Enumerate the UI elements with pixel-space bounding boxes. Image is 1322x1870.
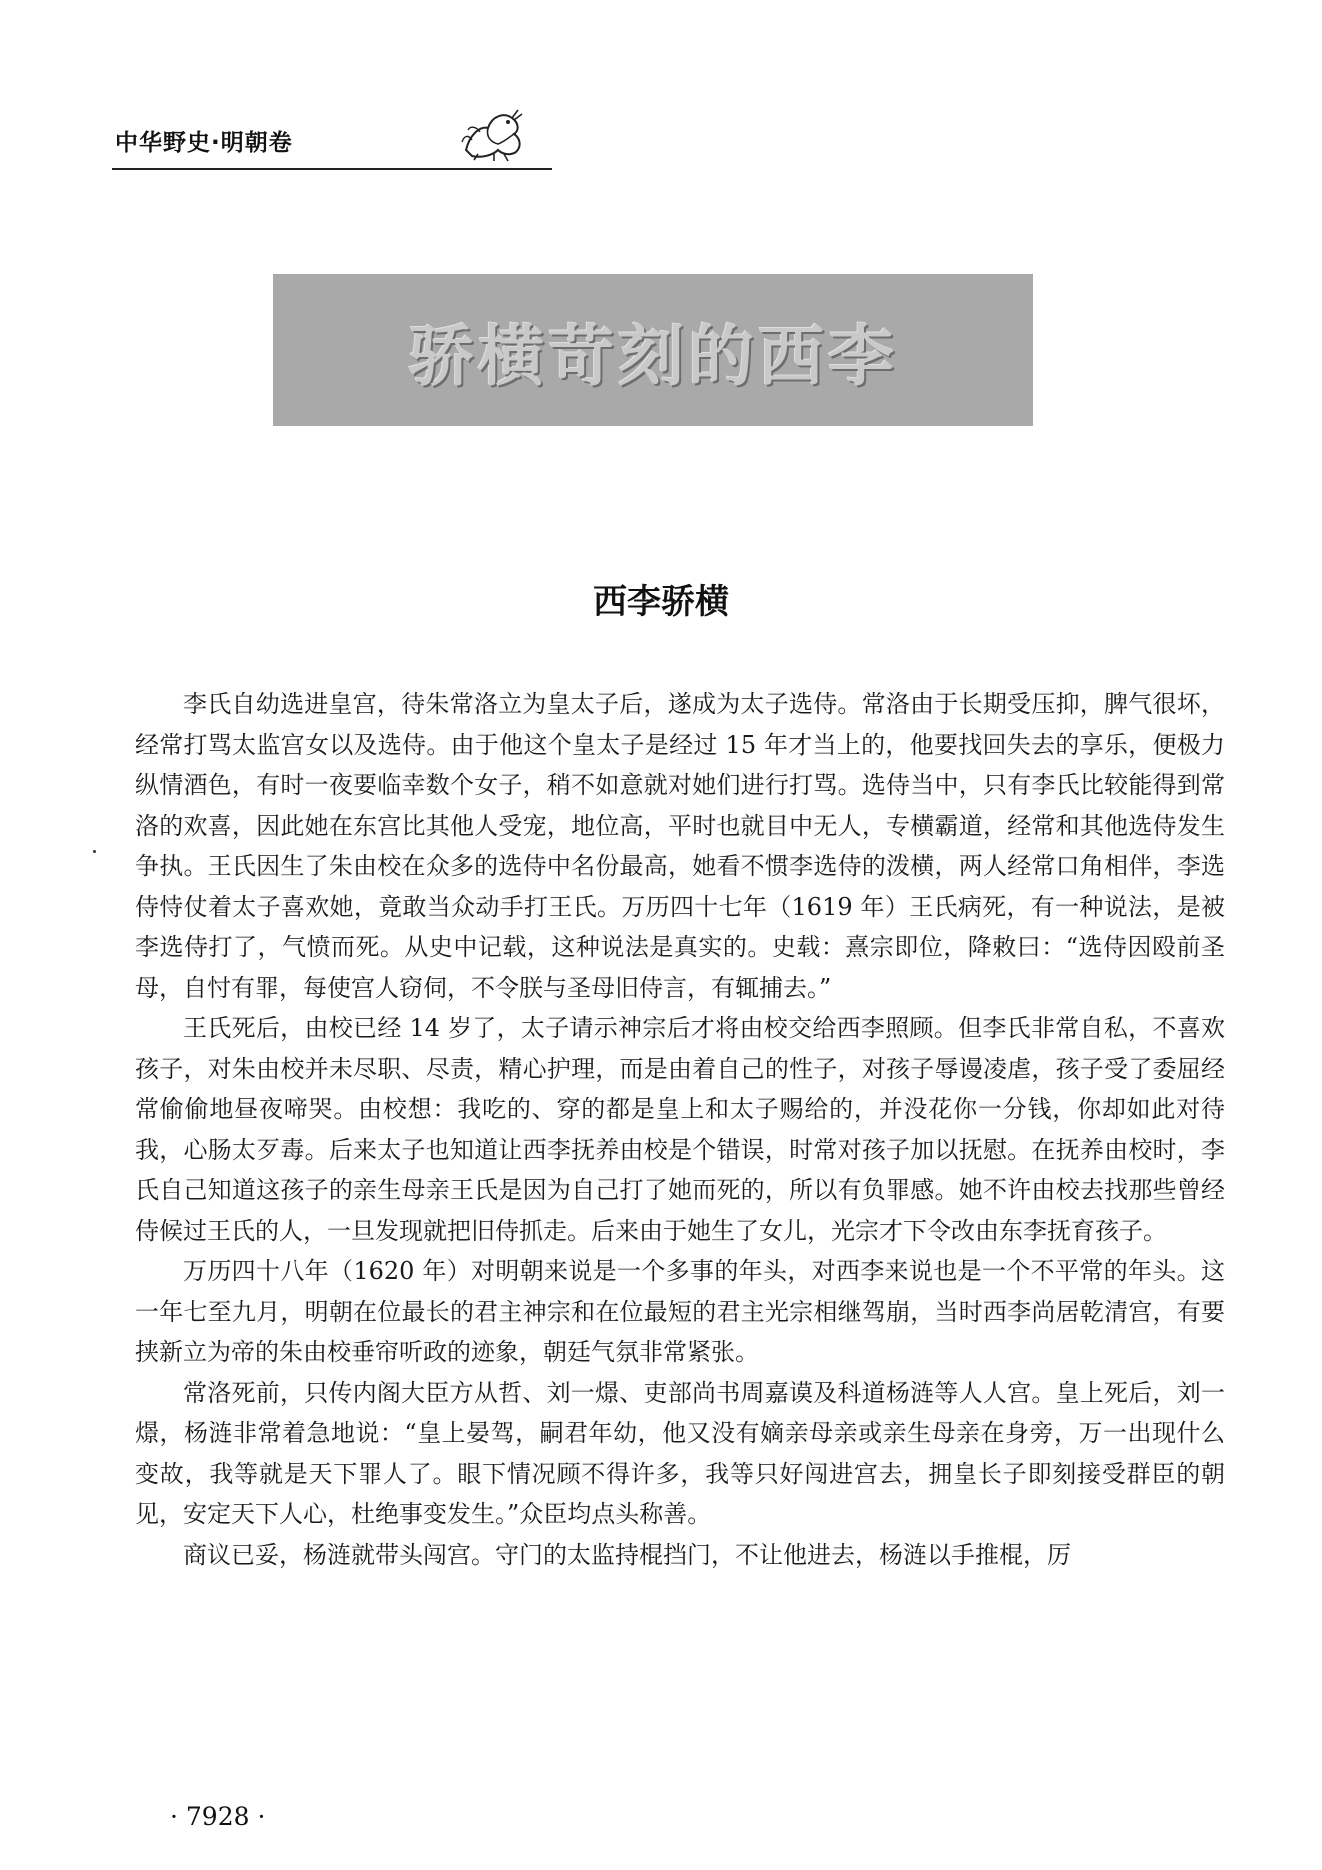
chapter-title: 骄横苛刻的西李	[408, 316, 898, 395]
paragraph: 万历四十八年（1620 年）对明朝来说是一个多事的年头，对西李来说也是一个不平常的年头。这一年七至九月，明朝在位最长的君主神宗和在位最短的君主光宗相继驾崩，当时西李尚居乾清宫，有要挟新立为帝的朱由校垂帘听政的迹象，朝廷气氛非常紧张。	[135, 1257, 1225, 1366]
scan-dot	[93, 850, 96, 853]
book-title: 中华野史·明朝卷	[115, 130, 293, 156]
page-number: · 7928 ·	[170, 1802, 266, 1831]
paragraph: 商议已妥，杨涟就带头闯宫。守门的太监持棍挡门，不让他进去，杨涟以手推棍，厉	[183, 1540, 1071, 1569]
body-text	[135, 684, 1225, 1575]
paragraph: 李氏自幼选进皇宫，待朱常洛立为皇太子后，遂成为太子选侍。常洛由于长期受压抑，脾气很坏，经常打骂太监宫女以及选侍。由于他这个皇太子是经过 15 年才当上的，他要找回失去的享乐，便极力纵情酒色，有时一夜要临幸数个女子，稍不如意就对她们进行打骂。选侍当中，只有李氏比较能得到常洛的欢喜，因此她在东宫比其他人受宠，地位高，平时也就目中无人，专横霸道，经常和其他选侍发生争执。王氏因生了朱由校在众多的选侍中名份最高，她看不惯李选侍的泼横，两人经常口角相伴，李选侍恃仗着太子喜欢她，竟敢当众动手打王氏。万历四十七年（1619 年）王氏病死，有一种说法，是被李选侍打了，气愤而死。从史中记载，这种说法是真实的。史载：熹宗即位，降敕曰：“选侍因殴前圣母，自忖有罪，每使宫人窃伺，不令朕与圣母旧侍言，有辄捕去。”	[135, 690, 1225, 1002]
paragraph: 常洛死前，只传内阁大臣方从哲、刘一燝、吏部尚书周嘉谟及科道杨涟等人人宫。皇上死后，刘一燝，杨涟非常着急地说：“皇上晏驾，嗣君年幼，他又没有嫡亲母亲或亲生母亲在身旁，万一出现什么变故，我等就是天下罪人了。眼下情况顾不得许多，我等只好闯进宫去，拥皇长子即刻接受群臣的朝见，安定天下人心，杜绝事变发生。”众臣均点头称善。	[135, 1378, 1225, 1528]
section-title: 西李骄横	[593, 582, 729, 622]
dragon-emblem-icon	[458, 104, 528, 162]
chapter-banner	[273, 274, 1033, 426]
header-divider	[112, 168, 552, 170]
paragraph: 王氏死后，由校已经 14 岁了，太子请示神宗后才将由校交给西李照顾。但李氏非常自私，不喜欢孩子，对朱由校并未尽职、尽责，精心护理，而是由着自己的性子，对孩子辱谩凌虐，孩子受了委屈经常偷偷地昼夜啼哭。由校想：我吃的、穿的都是皇上和太子赐给的，并没花你一分钱，你却如此对待我，心肠太歹毒。后来太子也知道让西李抚养由校是个错误，时常对孩子加以抚慰。在抚养由校时，李氏自己知道这孩子的亲生母亲王氏是因为自己打了她而死的，所以有负罪感。她不许由校去找那些曾经侍候过王氏的人，一旦发现就把旧侍抓走。后来由于她生了女儿，光宗才下令改由东李抚育孩子。	[135, 1014, 1225, 1245]
